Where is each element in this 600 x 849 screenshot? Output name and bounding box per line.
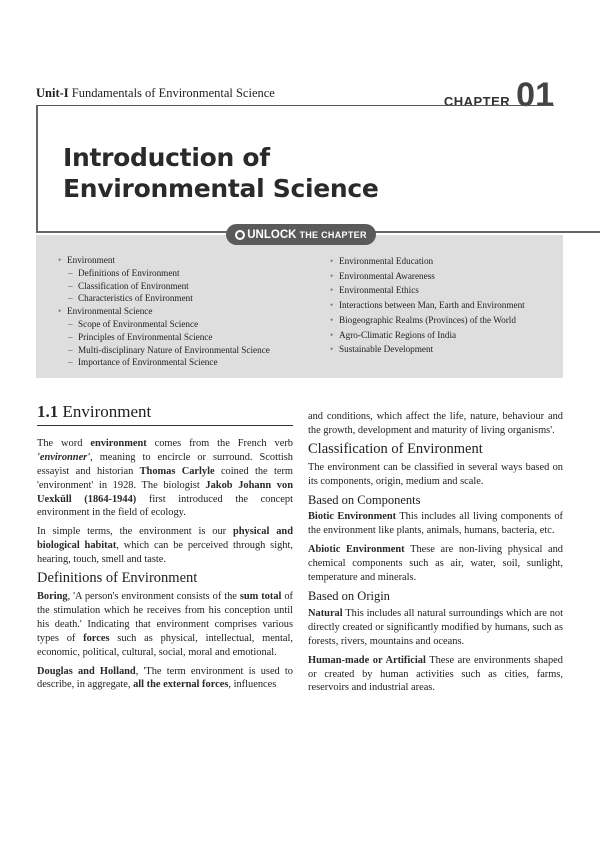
chapter-number: 01	[516, 76, 554, 114]
components-heading: Based on Components	[308, 492, 421, 507]
paragraph-boring: Boring, 'A person's environment consists of the sum total of the stimulation which he receives from his conception until his death.' Indicating that environment comprises various types of forces such as physical, intellectual, mental, economic, political, cultural, social, moral and emotional.	[37, 590, 293, 658]
paragraph-simple-terms: In simple terms, the environment is our physical and biological habitat, which can be perceived through sight, hearing, touch, smell and taste.	[37, 526, 293, 566]
contents-subitem: – Characteristics of Environment	[58, 292, 270, 305]
paragraph-abiotic: Abiotic Environment These are non-living physical and chemical components such as air, water, soil, sunlight, temperature and minerals.	[308, 544, 564, 584]
chapter-word: CHAPTER	[443, 94, 511, 109]
unlock-label: UNLOCK	[247, 228, 297, 241]
classification-heading: Classification of Environment	[308, 440, 483, 457]
unit-header	[36, 86, 275, 101]
paragraph-douglas-holland: Douglas and Holland, 'The term environment is used to describe, in aggregate, all the external forces, influences	[37, 665, 294, 691]
contents-subitem: – Classification of Environment	[58, 280, 270, 293]
chapter-title-line1: Introduction of	[63, 143, 270, 172]
unlock-sublabel: THE CHAPTER	[299, 229, 367, 240]
contents-item: • Environmental Education	[330, 254, 525, 269]
paragraph-continuation: and conditions, which affect the life, nature, behaviour and the growth, development and maturity of living organisms'.	[308, 411, 563, 436]
paragraph-biotic: Biotic Environment This includes all living components of the environment like plants, animals, humans, bacteria, etc.	[308, 511, 564, 537]
contents-right-list	[330, 254, 525, 357]
unlock-the-chapter-badge	[226, 224, 376, 245]
contents-subitem: – Definitions of Environment	[58, 267, 270, 280]
contents-item: • Environmental Awareness	[330, 269, 525, 284]
key-icon	[235, 230, 245, 240]
unit-title: Fundamentals of Environmental Science	[71, 86, 275, 100]
contents-subitem: – Principles of Environmental Science	[58, 331, 270, 344]
section-heading	[37, 402, 293, 426]
left-column	[37, 402, 294, 697]
definitions-heading: Definitions of Environment	[37, 570, 198, 587]
paragraph-origin: The word environment comes from the French verb 'environner', meaning to encircle or surround. Scottish essayist and historian Thomas Carlyle coined the term 'environment' in 1928. The biologist Jakob Johann von Uexküll (1864-1944) first introduced the concept environment in the field of ecology.	[37, 437, 294, 519]
contents-item: • Environmental Ethics	[330, 283, 525, 298]
contents-subitem: – Importance of Environmental Science	[58, 356, 270, 369]
chapter-title	[63, 142, 379, 204]
section-number: 1.1	[37, 402, 59, 421]
section-title: Environment	[62, 402, 152, 421]
contents-left-list	[58, 254, 270, 369]
paragraph-human-made: Human-made or Artificial These are environments shaped or created by human activities such as cities, farms, reservoirs and industrial areas.	[308, 654, 563, 694]
contents-subitem: – Multi-disciplinary Nature of Environmental Science	[58, 344, 270, 357]
unit-label: Unit-I	[36, 86, 69, 100]
chapter-title-line2: Environmental Science	[63, 174, 379, 203]
contents-item: • Interactions between Man, Earth and Environment	[330, 298, 525, 313]
contents-item: • Environmental Science	[58, 305, 270, 318]
paragraph-classification: The environment can be classified in several ways based on its components, origin, medium and scale.	[308, 461, 563, 487]
contents-item: • Environment	[58, 254, 270, 267]
paragraph-natural: Natural This includes all natural surroundings which are not directly created or significantly modified by humans, such as forests, rivers, mountains and oceans.	[308, 607, 563, 647]
right-column	[308, 410, 563, 700]
origin-heading: Based on Origin	[308, 588, 390, 603]
contents-item: • Biogeographic Realms (Provinces) of the World	[330, 313, 525, 328]
contents-item: • Agro-Climatic Regions of India	[330, 328, 525, 343]
contents-subitem: – Scope of Environmental Science	[58, 318, 270, 331]
contents-item: • Sustainable Development	[330, 342, 525, 357]
